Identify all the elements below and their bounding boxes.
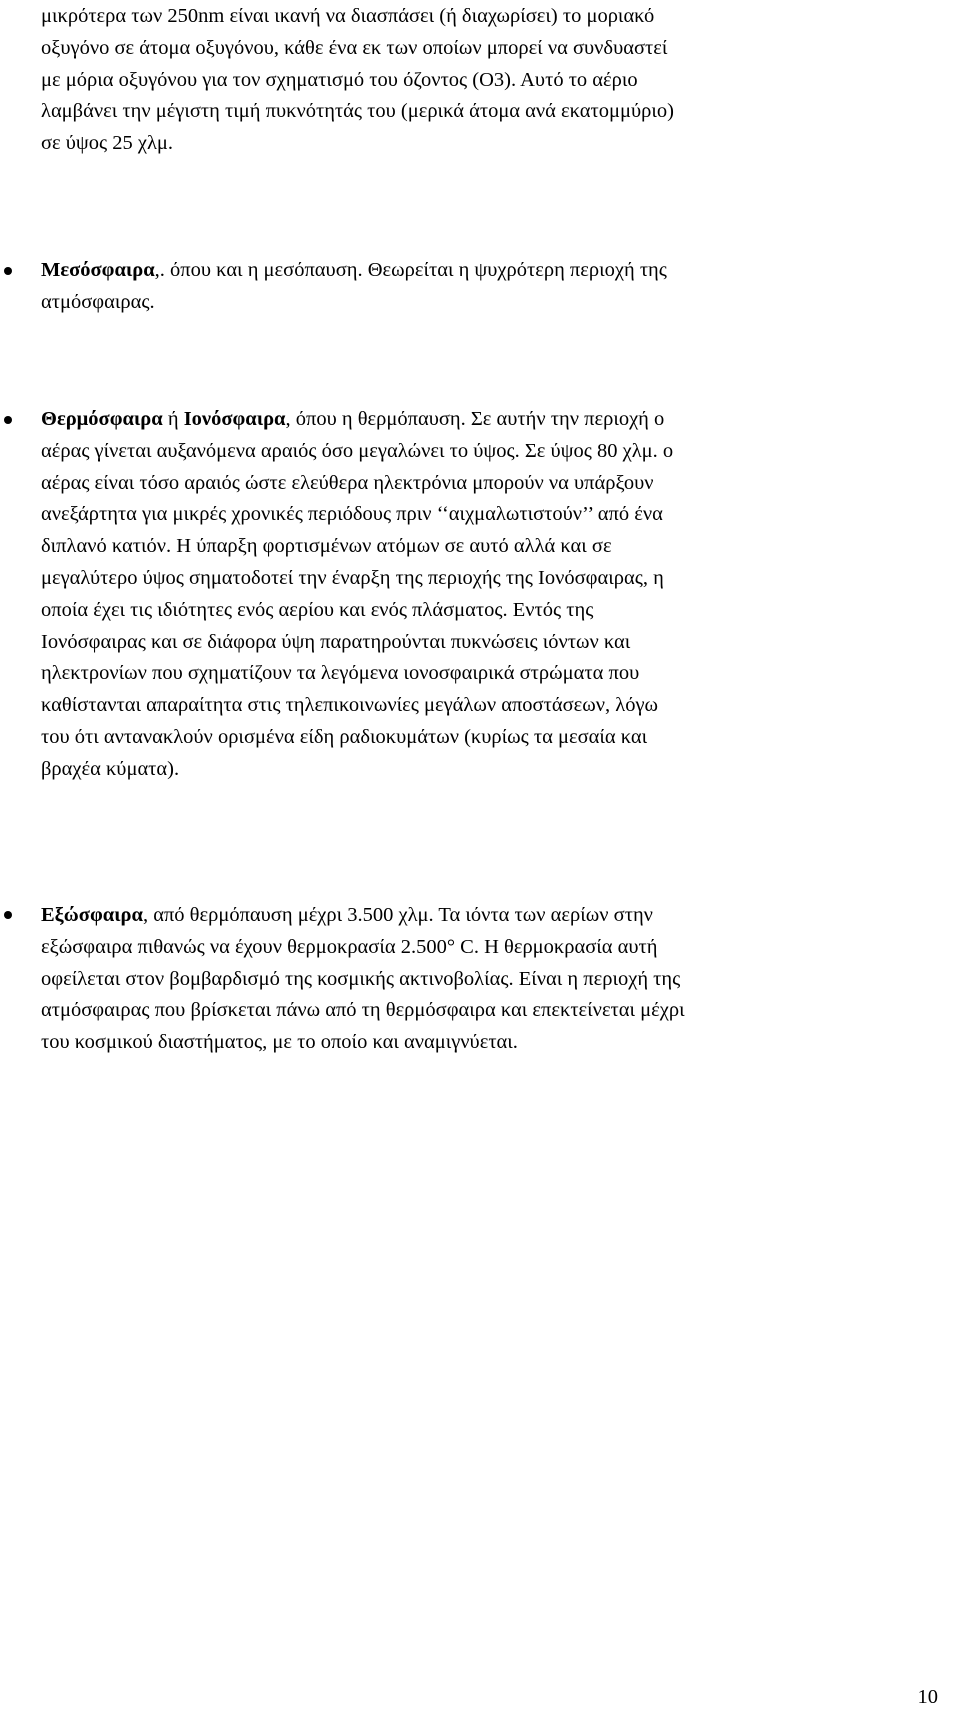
text-line: σε ύψος 25 χλμ. bbox=[41, 132, 174, 155]
text-line: με μόρια οξυγόνου για τον σχηματισμό του όζοντος (O3). Αυτό το αέριο bbox=[41, 68, 638, 91]
text-line: αέρας γίνεται αυξανόμενα αραιός όσο μεγαλώνει το ύψος. Σε ύψος 80 χλμ. ο bbox=[41, 439, 674, 462]
text-fragment: ,. όπου και η μεσόπαυση. Θεωρείται η ψυχρότερη περιοχή της bbox=[154, 259, 667, 281]
text-line: βραχέα κύματα). bbox=[41, 757, 180, 780]
term-mesosfaira: Μεσόσφαιρα bbox=[41, 259, 155, 281]
text-fragment: , όπου η θερμόπαυση. Σε αυτήν την περιοχή ο bbox=[285, 408, 665, 430]
text-fragment: , από θερμόπαυση μέχρι 3.500 χλμ. Τα ιόντα των αερίων στην bbox=[142, 904, 653, 926]
text-line: οποία έχει τις ιδιότητες ενός αερίου και ενός πλάσματος. Εντός της bbox=[41, 598, 594, 621]
term-exosfaira: Εξώσφαιρα bbox=[41, 904, 143, 926]
text-line: Ιονόσφαιρας και σε διάφορα ύψη παρατηρούνται πυκνώσεις ιόντων και bbox=[41, 630, 631, 653]
bullet-text bbox=[41, 255, 951, 319]
text-line: λαμβάνει την μέγιστη τιμή πυκνότητάς του (μερικά άτομα ανά εκατομμύριο) bbox=[41, 100, 674, 123]
text-line: οφείλεται στον βομβαρδισμό της κοσμικής ακτινοβολίας. Είναι η περιοχή της bbox=[41, 967, 681, 990]
text-line: αέρας είναι τόσο αραιός ώστε ελεύθερα ηλεκτρόνια μπορούν να υπάρξουν bbox=[41, 471, 654, 494]
text-line: εξώσφαιρα πιθανώς να έχουν θερμοκρασία 2.500° C. Η θερμοκρασία αυτή bbox=[41, 935, 658, 958]
text-line: μεγαλύτερο ύψος σηματοδοτεί την έναρξη της περιοχής της Ιονόσφαιρας, η bbox=[41, 566, 664, 589]
text-line: του ότι αντανακλούν ορισμένα είδη ραδιοκυμάτων (κυρίως τα μεσαία και bbox=[41, 725, 648, 748]
text-line: καθίστανται απαραίτητα στις τηλεπικοινωνίες μεγάλων αποστάσεων, λόγω bbox=[41, 694, 658, 717]
text-line: διπλανό κατιόν. Η ύπαρξη φορτισμένων ατόμων σε αυτό αλλά και σε bbox=[41, 535, 612, 558]
text-line: μικρότερα των 250nm είναι ικανή να διασπάσει (ή διαχωρίσει) το μοριακό bbox=[41, 5, 655, 27]
text-line: του κοσμικού διαστήματος, με το οποίο και αναμιγνύεται. bbox=[41, 1031, 518, 1054]
bullet-text bbox=[41, 404, 951, 786]
text-line: ατμόσφαιρας που βρίσκεται πάνω από τη θερμόσφαιρα και επεκτείνεται μέχρι bbox=[41, 999, 685, 1022]
text-line: ανεξάρτητα για μικρές χρονικές περιόδους πριν ‘‘αιχμαλωτιστούν’’ από ένα bbox=[41, 503, 663, 526]
bullet-icon bbox=[4, 911, 12, 919]
text-fragment: ή bbox=[162, 408, 184, 430]
bullet-icon bbox=[4, 416, 12, 424]
bullet-text bbox=[41, 900, 951, 1059]
bullet-icon bbox=[4, 267, 12, 275]
text-line bbox=[41, 255, 951, 287]
term-ionosfaira: Ιονόσφαιρα bbox=[183, 408, 286, 430]
text-line bbox=[41, 900, 951, 932]
text-line: ατμόσφαιρας. bbox=[41, 290, 155, 313]
term-thermosfaira: Θερμόσφαιρα bbox=[41, 408, 163, 430]
text-line bbox=[41, 404, 951, 436]
intro-paragraph bbox=[41, 1, 941, 160]
text-line: οξυγόνο σε άτομα οξυγόνου, κάθε ένα εκ των οποίων μπορεί να συνδυαστεί bbox=[41, 36, 668, 59]
text-line: ηλεκτρονίων που σχηματίζουν τα λεγόμενα ιονοσφαιρικά στρώματα που bbox=[41, 662, 640, 685]
page-number: 10 bbox=[917, 1686, 938, 1708]
